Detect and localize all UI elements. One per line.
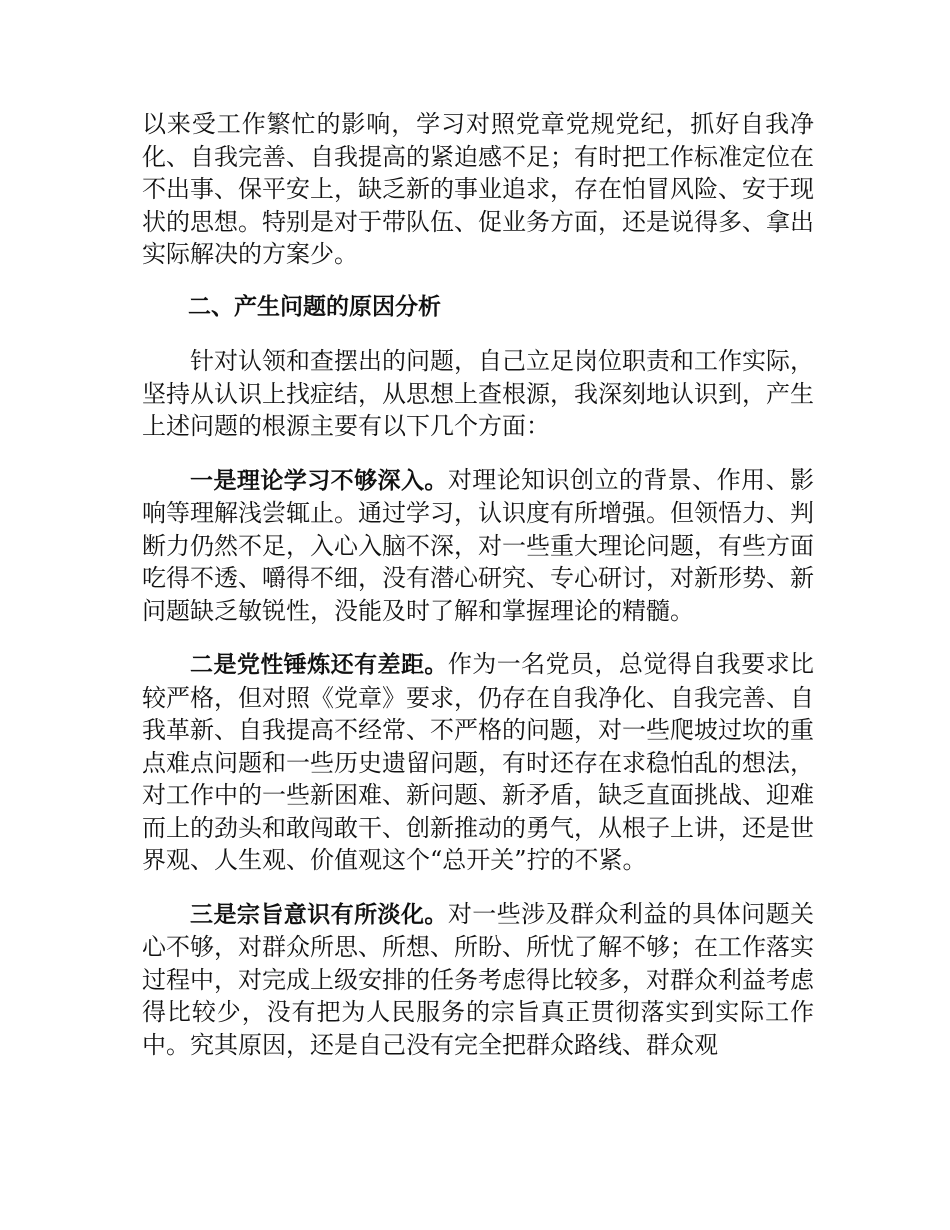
- intro-paragraph: 针对认领和查摆出的问题，自己立足岗位职责和工作实际，坚持从认识上找症结，从思想上查根源，我深刻地认识到，产生上述问题的根源主要有以下几个方面：: [142, 347, 814, 440]
- point-paragraph-1: [142, 464, 814, 628]
- point-paragraph-2: [142, 648, 814, 877]
- document-page: [142, 108, 814, 1082]
- point-body: 对理论知识创立的背景、作用、影响等理解浅尝辄止。通过学习，认识度有所增强。但领悟力、判断力仍然不足，入心入脑不深，对一些重大理论问题，有些方面吃得不透、嚼得不细，没有潜心研究、专心研讨，对新形势、新问题缺乏敏锐性，没能及时了解和掌握理论的精髓。: [142, 465, 815, 625]
- point-lead: 三是宗旨意识有所淡化。: [190, 901, 448, 928]
- point-lead: 一是理论学习不够深入。: [190, 467, 448, 494]
- point-paragraph-3: [142, 898, 814, 1062]
- section-heading: 二、产生问题的原因分析: [188, 293, 441, 320]
- point-lead: 二是党性锤炼还有差距。: [190, 652, 448, 678]
- point-body: 作为一名党员，总觉得自我要求比较严格，但对照《党章》要求，仍存在自我净化、自我完善、自我革新、自我提高不经常、不严格的问题，对一些爬坡过坎的重点难点问题和一些历史遗留问题，有时还存在求稳怕乱的想法，对工作中的一些新困难、新问题、新矛盾，缺乏直面挑战、迎难而上的劲头和敢闯敢干、创新推动的勇气，从根子上讲，还是世界观、人生观、价值观这个“总开关”拧的不紧。: [142, 650, 815, 874]
- point-body: 对一些涉及群众利益的具体问题关心不够，对群众所思、所想、所盼、所忧了解不够；在工作落实过程中，对完成上级安排的任务考虑得比较多，对群众利益考虑得比较少，没有把为人民服务的宗旨真正贯彻落实到实际工作中。究其原因，还是自己没有完全把群众路线、群众观: [142, 899, 815, 1059]
- continuation-paragraph: 以来受工作繁忙的影响，学习对照党章党规党纪，抓好自我净化、自我完善、自我提高的紧迫感不足；有时把工作标准定位在不出事、保平安上，缺乏新的事业追求，存在怕冒风险、安于现状的思想。特别是对于带队伍、促业务方面，还是说得多、拿出实际解决的方案少。: [142, 110, 814, 268]
